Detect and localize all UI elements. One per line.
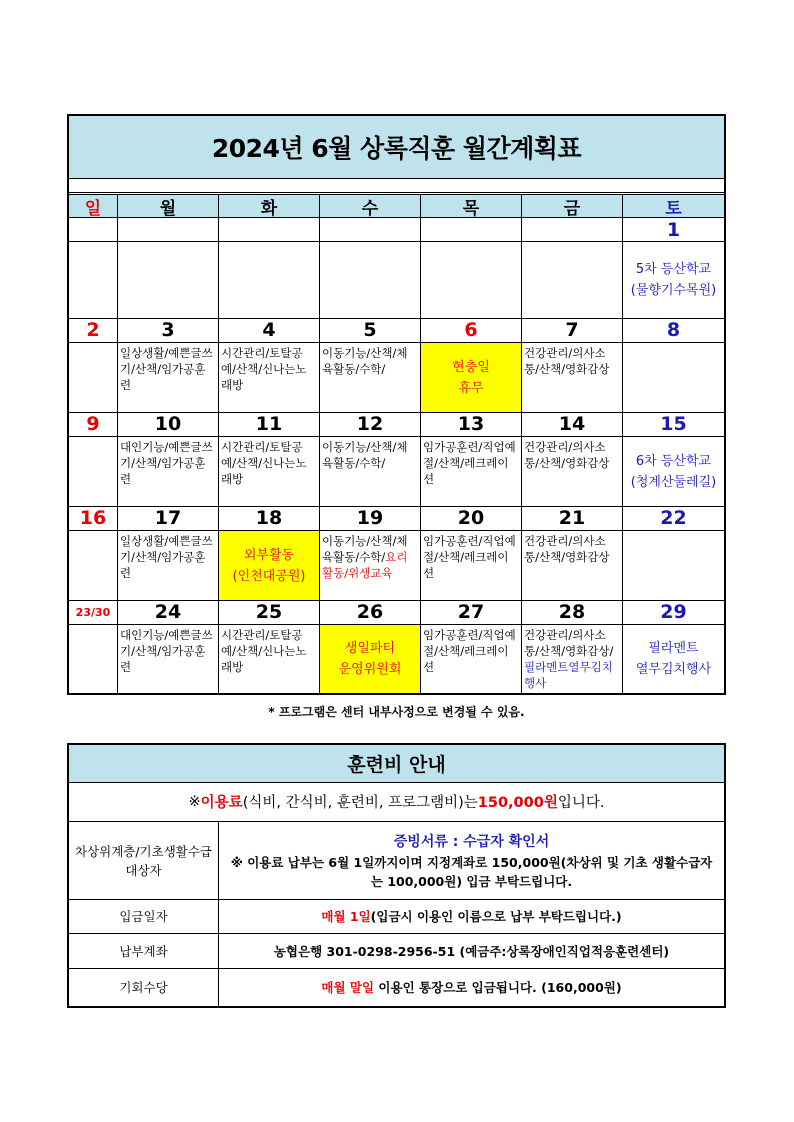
event-line: 외부활동 <box>243 547 295 563</box>
day-number: 1 <box>666 219 681 241</box>
schedule-note: * 프로그램은 센터 내부사정으로 변경될 수 있음. <box>268 705 525 719</box>
day-schedule: 일상생활/예쁜글쓰기/산책/임가공훈련 <box>120 534 213 580</box>
event-line: (인천대공원) <box>232 568 306 584</box>
day-number: 17 <box>154 507 182 529</box>
fee-intro <box>69 782 724 821</box>
day-number: 24 <box>154 601 182 623</box>
day-schedule <box>320 531 420 600</box>
day-number: 2 <box>86 319 100 341</box>
weekday-thu: 목 <box>462 198 480 219</box>
day-number: 10 <box>154 413 182 435</box>
calendar-event <box>623 242 724 318</box>
event-line: 현충일 <box>452 359 490 375</box>
day-number: 28 <box>558 601 586 623</box>
day-schedule: 임가공훈련/직업예절/산책/레크레이션 <box>423 440 516 486</box>
schedule-highlight-text: 요리활동/위생교육 <box>322 550 408 580</box>
day-schedule: 건강관리/의사소통/산책/영화감상 <box>524 346 610 376</box>
title-spacer <box>69 179 724 193</box>
fee-row-label: 기회수당 <box>69 969 219 1006</box>
day-number: 4 <box>262 319 276 341</box>
day-schedule: 건강관리/의사소통/산책/영화감상 <box>524 440 610 470</box>
intro-text: (식비, 간식비, 훈련비, 프로그램비)는 <box>242 795 478 811</box>
allowance-date: 매월 말일 <box>321 980 375 995</box>
weekday-mon: 월 <box>159 198 177 219</box>
day-number: 29 <box>660 601 687 623</box>
document-heading: 증빙서류 : 수급자 확인서 <box>393 833 550 850</box>
holiday-event <box>421 343 521 412</box>
weekday-fri: 금 <box>563 198 581 219</box>
schedule-highlight-text: 필라멘트열무김치행사 <box>524 660 613 690</box>
day-schedule <box>522 625 622 693</box>
day-number: 23/30 <box>75 605 111 619</box>
fee-row-value <box>219 822 724 899</box>
day-number: 26 <box>356 601 384 623</box>
weekday-header-row <box>69 194 724 218</box>
day-schedule: 건강관리/의사소통/산책/영화감상 <box>524 534 610 564</box>
fee-row-label: 납부계좌 <box>69 934 219 968</box>
schedule-text: 건강관리/의사소통/산책/영화감상/ <box>524 628 614 658</box>
event-line: 휴무 <box>458 380 484 396</box>
event-line: 운영위원회 <box>338 662 402 677</box>
intro-prefix: ※ <box>188 793 201 810</box>
fee-row-value <box>219 934 724 968</box>
fee-row <box>69 969 724 1006</box>
monthly-calendar <box>67 114 726 695</box>
day-number: 6 <box>464 319 478 341</box>
fee-row <box>69 900 724 934</box>
day-schedule: 임가공훈련/직업예절/산책/레크레이션 <box>423 534 516 580</box>
day-number: 14 <box>558 413 586 435</box>
event-line: 5차 등산학교 <box>635 262 712 277</box>
intro-suffix: 입니다. <box>557 795 605 811</box>
day-schedule: 이동기능/산책/체육활동/수학/ <box>322 346 408 376</box>
weekday-sun: 일 <box>84 198 102 219</box>
event-line: 필라멘트 <box>648 641 699 656</box>
day-schedule: 임가공훈련/직업예절/산책/레크레이션 <box>423 628 516 674</box>
day-number: 15 <box>660 413 687 435</box>
fee-title: 훈련비 안내 <box>69 745 724 783</box>
day-number: 5 <box>363 319 377 341</box>
fee-row-label: 차상위계층/기초생활수급 대상자 <box>69 822 219 899</box>
fee-row-value <box>219 900 724 933</box>
event-line: (물향기수목원) <box>630 283 717 298</box>
day-schedule: 대인기능/예쁜글쓰기/산책/임가공훈련 <box>120 440 213 486</box>
calendar-event <box>623 437 724 506</box>
fee-row-text: ※ 이용료 납부는 6월 1일까지이며 지정계좌로 150,000원(차상위 및 기초 생활수급자는 100,000원) 입금 부탁드립니다. <box>230 854 713 889</box>
event-line: 열무김치행사 <box>635 662 712 677</box>
fee-row <box>69 934 724 969</box>
day-schedule: 시간관리/토탈공예/산책/신나는노래방 <box>221 346 307 392</box>
fee-row <box>69 822 724 900</box>
event-line: 생일파티 <box>344 641 396 656</box>
day-number: 22 <box>660 507 687 529</box>
fee-row-label: 입금일자 <box>69 900 219 933</box>
event-line: (청계산둘레길) <box>630 474 717 490</box>
intro-keyword: 이용료 <box>200 795 243 811</box>
weekday-sat: 토 <box>665 198 682 219</box>
weekday-wed: 수 <box>361 198 379 219</box>
deposit-date: 매월 1일 <box>321 909 371 924</box>
day-schedule: 이동기능/산책/체육활동/수학/ <box>322 440 408 470</box>
day-schedule: 시간관리/토탈공예/산책/신나는노래방 <box>221 440 307 486</box>
weekday-tue: 화 <box>260 198 278 219</box>
bank-account: 농협은행 301-0298-2956-51 (예금주:상록장애인직업적응훈련센터) <box>273 943 670 959</box>
day-schedule: 대인기능/예쁜글쓰기/산책/임가공훈련 <box>120 628 213 674</box>
fee-info-table <box>67 743 726 1008</box>
event-line: 6차 등산학교 <box>635 453 712 469</box>
outing-event <box>219 531 319 600</box>
calendar-title: 2024년 6월 상록직훈 월간계획표 <box>69 116 724 179</box>
calendar-event <box>623 625 724 693</box>
schedule-text: 이동기능/산책/체육활동/수학/ <box>322 534 408 564</box>
day-number: 21 <box>558 507 586 529</box>
intro-amount: 150,000원 <box>477 795 558 811</box>
day-number: 11 <box>255 413 283 435</box>
day-number: 12 <box>356 413 384 435</box>
fee-intro-row <box>69 782 724 822</box>
day-number: 13 <box>457 413 485 435</box>
fee-row-text: (입금시 이용인 이름으로 납부 부탁드립니다.) <box>370 909 622 924</box>
birthday-event <box>320 625 420 693</box>
day-number: 9 <box>86 413 100 435</box>
day-number: 20 <box>457 507 485 529</box>
day-number: 16 <box>79 507 107 529</box>
day-number: 3 <box>161 319 175 341</box>
day-schedule: 시간관리/토탈공예/산책/신나는노래방 <box>221 628 307 674</box>
day-number: 27 <box>457 601 485 623</box>
day-number: 25 <box>255 601 283 623</box>
day-number: 8 <box>666 319 681 341</box>
day-number: 18 <box>255 507 283 529</box>
fee-row-value <box>219 969 724 1006</box>
day-number: 7 <box>565 319 579 341</box>
fee-row-text: 이용인 통장으로 입금됩니다. (160,000원) <box>374 980 622 995</box>
day-number: 19 <box>356 507 384 529</box>
day-schedule: 일상생활/예쁜글쓰기/산책/임가공훈련 <box>120 346 213 392</box>
